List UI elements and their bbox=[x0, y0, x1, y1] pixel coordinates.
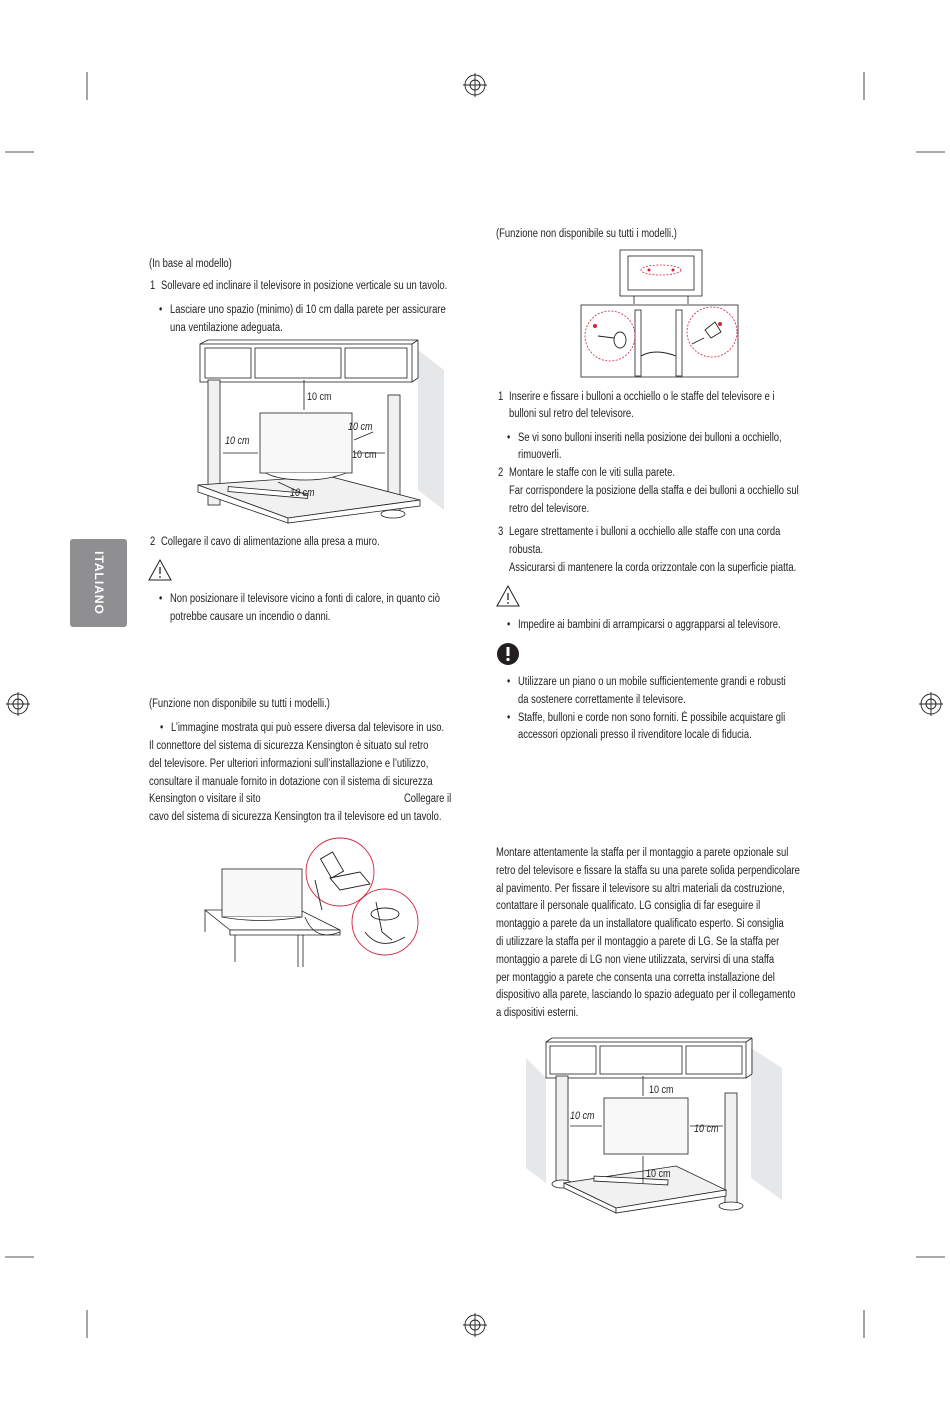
right-step-3-number: 3 bbox=[498, 526, 504, 538]
wall-mount-line-9: dispositivo alla parete, lasciando lo spazio adeguato per il collegamento bbox=[496, 989, 796, 1001]
wall-distance-right-label: 10 cm bbox=[694, 1123, 719, 1135]
wall-mount-diagram bbox=[526, 1038, 784, 1213]
registration-mark-bottom bbox=[463, 1313, 487, 1337]
kensington-diagram bbox=[200, 832, 422, 972]
kensington-line-1: L’immagine mostrata qui può essere diversa dal televisore in uso. bbox=[171, 722, 445, 734]
right-step-3-line-2: robusta. bbox=[509, 544, 544, 556]
kensington-line-4: consultare il manuale fornito in dotazione con il sistema di sicurezza bbox=[149, 776, 433, 788]
distance-right-tilt-label: 10 cm bbox=[348, 421, 373, 433]
bullet: • bbox=[159, 593, 163, 605]
wall-mount-line-7: montaggio a parete di LG non viene utilizzata, servirsi di una staffa bbox=[496, 954, 775, 966]
step-1-number: 1 bbox=[150, 280, 156, 292]
wall-distance-top-label: 10 cm bbox=[649, 1084, 674, 1096]
note-bullet-1-line-2: da sostenere correttamente il televisore. bbox=[518, 694, 686, 706]
kensington-note: (Funzione non disponibile su tutti i modelli.) bbox=[149, 698, 330, 710]
note-icon bbox=[496, 642, 520, 666]
wall-mount-line-10: a dispositivi esterni. bbox=[496, 1007, 579, 1019]
bullet: • bbox=[507, 432, 511, 444]
right-step-2-number: 2 bbox=[498, 467, 504, 479]
feature-note: (Funzione non disponibile su tutti i modelli.) bbox=[496, 228, 677, 240]
right-step-3-line-1: Legare strettamente i bulloni a occhiello alle staffe con una corda bbox=[509, 526, 781, 538]
bullet: • bbox=[159, 304, 163, 316]
wall-distance-bottom-label: 10 cm bbox=[646, 1168, 671, 1180]
wall-mount-line-3: al pavimento. Per fissare il televisore su altri materiali da costruzione, bbox=[496, 883, 785, 895]
bullet: • bbox=[507, 619, 511, 631]
right-step-1-line-1: Inserire e fissare i bulloni a occhiello o le staffe del televisore e i bbox=[509, 391, 775, 403]
bullet: • bbox=[160, 722, 164, 734]
bullet: • bbox=[507, 676, 511, 688]
wall-mount-line-5: montaggio a parete da un installatore qualificato esperto. Si consiglia bbox=[496, 918, 784, 930]
registration-mark-top bbox=[463, 73, 487, 97]
right-step-1-bullet-line-1: Se vi sono bulloni inseriti nella posizione dei bulloni a occhiello, bbox=[518, 432, 782, 444]
kensington-line-5a: Kensington o visitare il sito bbox=[149, 793, 261, 805]
right-step-3-line-3: Assicurarsi di mantenere la corda orizzontale con la superficie piatta. bbox=[509, 562, 797, 574]
note-bullet-2-line-1: Staffe, bulloni e corde non sono forniti. È possibile acquistare gli bbox=[518, 712, 786, 724]
step-1-bullet-line-1: Lasciare uno spazio (minimo) di 10 cm dalla parete per assicurare bbox=[170, 304, 446, 316]
right-step-1-number: 1 bbox=[498, 391, 504, 403]
step-2-number: 2 bbox=[150, 536, 156, 548]
right-step-1-line-2: bulloni sul retro del televisore. bbox=[509, 408, 634, 420]
caution-icon bbox=[148, 559, 172, 581]
language-side-tab bbox=[70, 539, 127, 627]
warning-bullet-line-1: Non posizionare il televisore vicino a fonti di calore, in quanto ciò bbox=[170, 593, 440, 605]
distance-top-label: 10 cm bbox=[307, 391, 332, 403]
kensington-line-5b: Collegare il bbox=[404, 793, 452, 805]
caution-icon bbox=[496, 585, 520, 607]
registration-mark-left bbox=[6, 692, 30, 716]
right-step-2-line-1: Montare le staffe con le viti sulla parete. bbox=[509, 467, 675, 479]
right-step-1-bullet-line-2: rimuoverli. bbox=[518, 449, 562, 461]
kensington-line-2: Il connettore del sistema di sicurezza Kensington è situato sul retro bbox=[149, 740, 429, 752]
eye-bolt-diagram bbox=[580, 248, 740, 378]
distance-left-label: 10 cm bbox=[225, 435, 250, 447]
note-bullet-2-line-2: accessori opzionali presso il rivenditore locale di fiducia. bbox=[518, 729, 752, 741]
language-label: ITALIANO bbox=[91, 551, 106, 615]
kensington-line-3: del televisore. Per ulteriori informazioni sull’installazione e l’utilizzo, bbox=[149, 758, 429, 770]
wall-mount-line-4: contattare il personale qualificato. LG consiglia di far eseguire il bbox=[496, 900, 761, 912]
warning-bullet-line-2: potrebbe causare un incendio o danni. bbox=[170, 611, 331, 623]
wall-mount-line-2: retro del televisore e fissare la staffa su una parete solida perpendicolare bbox=[496, 865, 800, 877]
kensington-line-6: cavo del sistema di sicurezza Kensington tra il televisore ed un tavolo. bbox=[149, 811, 442, 823]
wall-distance-left-label: 10 cm bbox=[570, 1110, 595, 1122]
right-step-2-line-2: Far corrispondere la posizione della staffa e dei bulloni a occhiello sul bbox=[509, 485, 799, 497]
wall-mount-line-6: di utilizzare la staffa per il montaggio a parete di LG. Se la staffa per bbox=[496, 936, 780, 948]
step-1-text: Sollevare ed inclinare il televisore in posizione verticale su un tavolo. bbox=[161, 280, 448, 292]
wall-mount-line-8: per montaggio a parete che consenta una corretta installazione del bbox=[496, 972, 775, 984]
step-1-bullet-line-2: una ventilazione adeguata. bbox=[170, 322, 283, 334]
distance-right-label: 10 cm bbox=[352, 449, 377, 461]
note-bullet-1-line-1: Utilizzare un piano o un mobile sufficientemente grandi e robusti bbox=[518, 676, 786, 688]
right-step-2-line-3: retro del televisore. bbox=[509, 503, 590, 515]
step-2-text: Collegare il cavo di alimentazione alla presa a muro. bbox=[161, 536, 380, 548]
caution-bullet-text: Impedire ai bambini di arrampicarsi o aggrapparsi al televisore. bbox=[518, 619, 781, 631]
bullet: • bbox=[507, 712, 511, 724]
model-note: (In base al modello) bbox=[149, 258, 232, 270]
wall-mount-line-1: Montare attentamente la staffa per il montaggio a parete opzionale sul bbox=[496, 847, 789, 859]
distance-bottom-label: 10 cm bbox=[290, 487, 315, 499]
registration-mark-right bbox=[919, 692, 943, 716]
